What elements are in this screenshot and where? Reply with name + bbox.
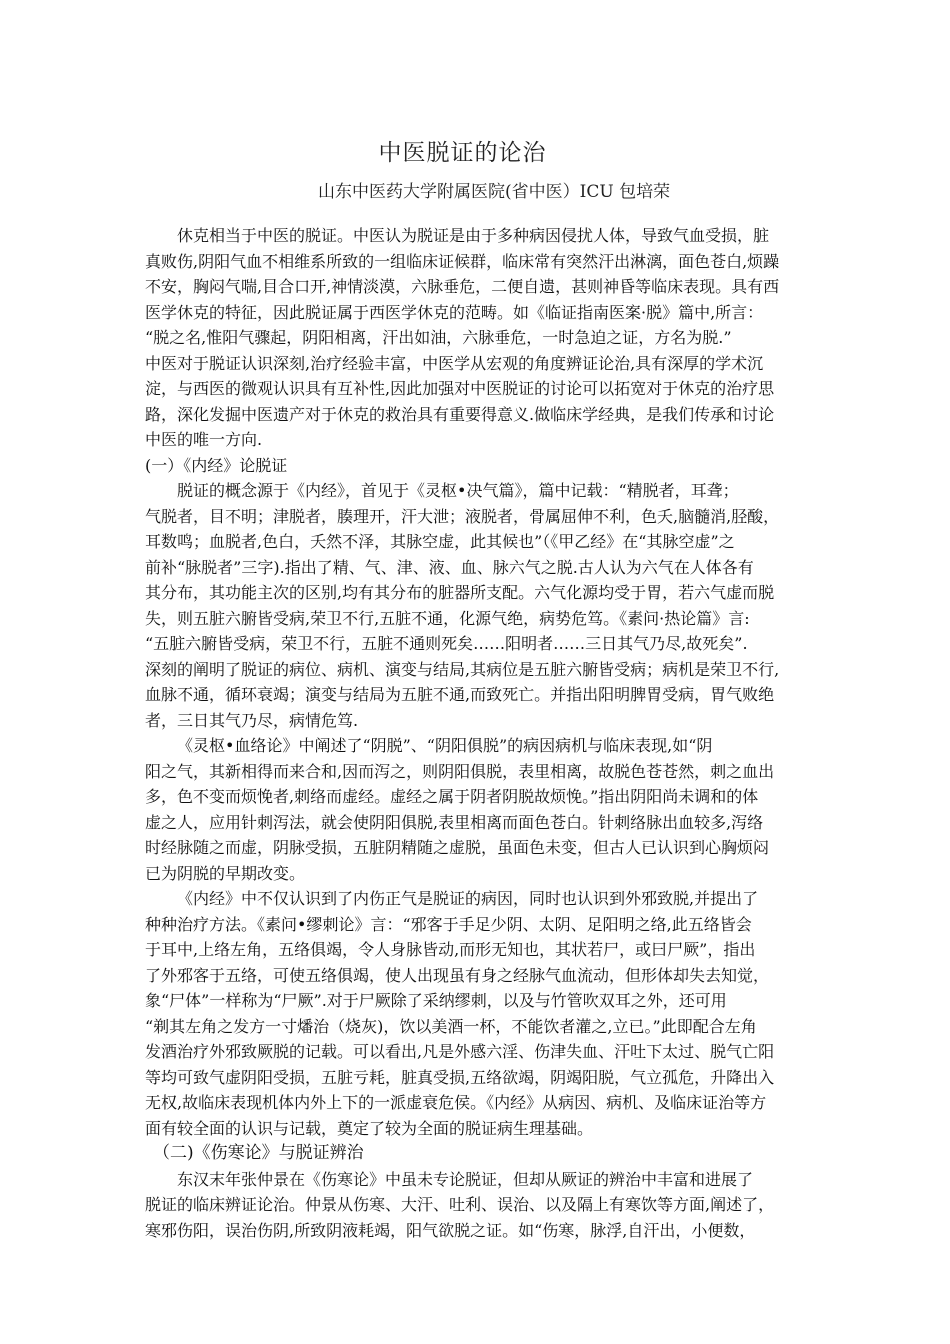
text-line: 真败伤,阴阳气血不相维系所致的一组临床证候群，临床常有突然汗出淋漓，面色苍白,烦躁 — [145, 251, 780, 271]
section-heading-1: (一）《内经》论脱证 — [145, 455, 288, 475]
text-line: 者，三日其气乃尽，病情危笃. — [145, 710, 359, 730]
text-line: 了外邪客于五络，可使五络俱竭，使人出现虽有身之经脉气血流动，但形体却失去知觉， — [145, 965, 770, 985]
text-line: 耳数鸣；血脱者,色白，夭然不泽，其脉空虚，此其候也”（《甲乙经》在“其脉空虚”之 — [145, 532, 735, 551]
text-line: 中医的唯一方向. — [145, 430, 263, 449]
text-line: 发酒治疗外邪致厥脱的记载。可以看出,凡是外感六淫、伤津失血、汗吐下太过、脱气亡阳 — [145, 1042, 775, 1061]
text-line: 多，色不变而烦悗者,刺络而虚经。虚经之属于阴者阴脱故烦悗。”指出阴阳尚未调和的体 — [145, 787, 759, 806]
text-line: 前补“脉脱者”三字).指出了精、气、津、液、血、脉六气之脱.古人认为六气在人体各有 — [145, 557, 754, 577]
text-line: 等均可致气虚阴阳受损，五脏亏耗，脏真受损,五络欲竭，阴竭阳脱，气立孤危，升降出入 — [145, 1067, 775, 1087]
text-line: 无权,故临床表现机体内外上下的一派虚衰危侯。《内经》从病因、病机、及临床证治等方 — [145, 1093, 767, 1112]
text-line: 其分布，其功能主次的区别,均有其分布的脏器所支配。六气化源均受于胃，若六气虚而脱 — [145, 583, 775, 602]
text-line: 种种治疗方法。《素问•缪刺论》言：“邪客于手足少阴、太阴、足阳明之络,此五络皆会 — [145, 914, 752, 934]
text-line: 淀，与西医的微观认识具有互补性,因此加强对中医脱证的讨论可以拓宽对于休克的治疗思 — [145, 379, 775, 398]
text-line: 《内经》中不仅认识到了内伤正气是脱证的病因，同时也认识到外邪致脱,并提出了 — [177, 889, 759, 908]
text-line: 中医对于脱证认识深刻,治疗经验丰富，中医学从宏观的角度辨证论治,具有深厚的学术沉 — [145, 353, 764, 373]
text-line: 寒邪伤阳，误治伤阴,所致阴液耗竭，阳气欲脱之证。如“伤寒，脉浮,自汗出，小便数， — [145, 1220, 756, 1240]
text-line: 面有较全面的认识与记载，奠定了较为全面的脱证病生理基础。 — [145, 1118, 594, 1138]
text-line: 阳之气，其新相得而来合和,因而泻之，则阴阳俱脱，表里相离，故脱色苍苍然，刺之血出 — [145, 761, 775, 781]
text-line: 时经脉随之而虚，阴脉受损，五脏阴精随之虚脱，虽面色未变，但古人已认识到心胸烦闷 — [145, 838, 770, 857]
text-line: 脱证的概念源于《内经》，首见于《灵枢•决气篇》，篇中记载：“精脱者，耳聋； — [177, 481, 739, 500]
text-line: 脱证的临床辨证论治。仲景从伤寒、大汗、吐利、误治、以及隔上有寒饮等方面,阐述了， — [145, 1195, 775, 1214]
text-line: “剃其左角之发方一寸燔治（烧灰)，饮以美酒一杯，不能饮者灌之,立已。”此即配合左角 — [145, 1016, 757, 1036]
text-line: “脱之名,惟阳气骤起，阴阳相离，汗出如油，六脉垂危，一时急迫之证，方名为脱.” — [145, 328, 732, 347]
author-line: 山东中医药大学附属医院(省中医）ICU 包培荣 — [318, 182, 671, 202]
text-line: 东汉末年张仲景在《伤寒论》中虽未专论脱证，但却从厥证的辨治中丰富和进展了 — [177, 1169, 754, 1189]
text-line: 《灵枢•血络论》中阐述了“阴脱”、“阴阳俱脱”的病因病机与临床表现,如“阴 — [177, 736, 713, 755]
text-line: 虚之人，应用针刺泻法，就会使阴阳俱脱,表里相离而面色苍白。针刺络脉出血较多,泻络 — [145, 812, 764, 832]
text-line: 路，深化发掘中医遗产对于休克的救治具有重要得意义.做临床学经典，是我们传承和讨论 — [145, 404, 775, 424]
text-line: 医学休克的特征，因此脱证属于西医学休克的范畴。如《临证指南医案·脱》篇中,所言： — [145, 302, 764, 322]
document-body — [145, 223, 817, 1243]
text-line: 于耳中,上络左角，五络俱竭，令人身脉皆动,而形无知也，其状若尸，或曰尸厥”，指出 — [145, 940, 756, 959]
text-line: 深刻的阐明了脱证的病位、病机、演变与结局,其病位是五脏六腑皆受病；病机是荣卫不行, — [145, 659, 780, 679]
text-line: “五脏六腑皆受病，荣卫不行，五脏不通则死矣……阳明者……三日其气乃尽,故死矣”. — [145, 634, 748, 653]
text-line: 已为阴脱的早期改变。 — [145, 863, 306, 883]
section-heading-2: （二)《伤寒论》与脱证辨治 — [153, 1143, 364, 1163]
text-line: 象“尸体”一样称为“尸厥”.对于尸厥除了采纳缪刺，以及与竹管吹双耳之外，还可用 — [145, 991, 727, 1010]
text-line: 失，则五脏六腑皆受病,荣卫不行,五脏不通，化源气绝，病势危笃。《素问·热论篇》言: — [145, 608, 750, 628]
text-line: 不安，胸闷气喘,目合口开,神情淡漠，六脉垂危，二便自遗，甚则神昏等临床表现。具有西 — [145, 277, 780, 296]
text-line: 血脉不通，循环衰竭；演变与结局为五脏不通,而致死亡。并指出阳明脾胃受病，胃气败绝 — [145, 685, 775, 704]
text-line: 休克相当于中医的脱证。中医认为脱证是由于多种病因侵扰人体，导致气血受损，脏 — [177, 226, 770, 245]
text-line: 气脱者，目不明；津脱者，腠理开，汗大泄；液脱者，骨属屈伸不利，色夭,脑髓消,胫酸， — [145, 506, 780, 526]
document-title: 中医脱证的论治 — [378, 140, 547, 166]
